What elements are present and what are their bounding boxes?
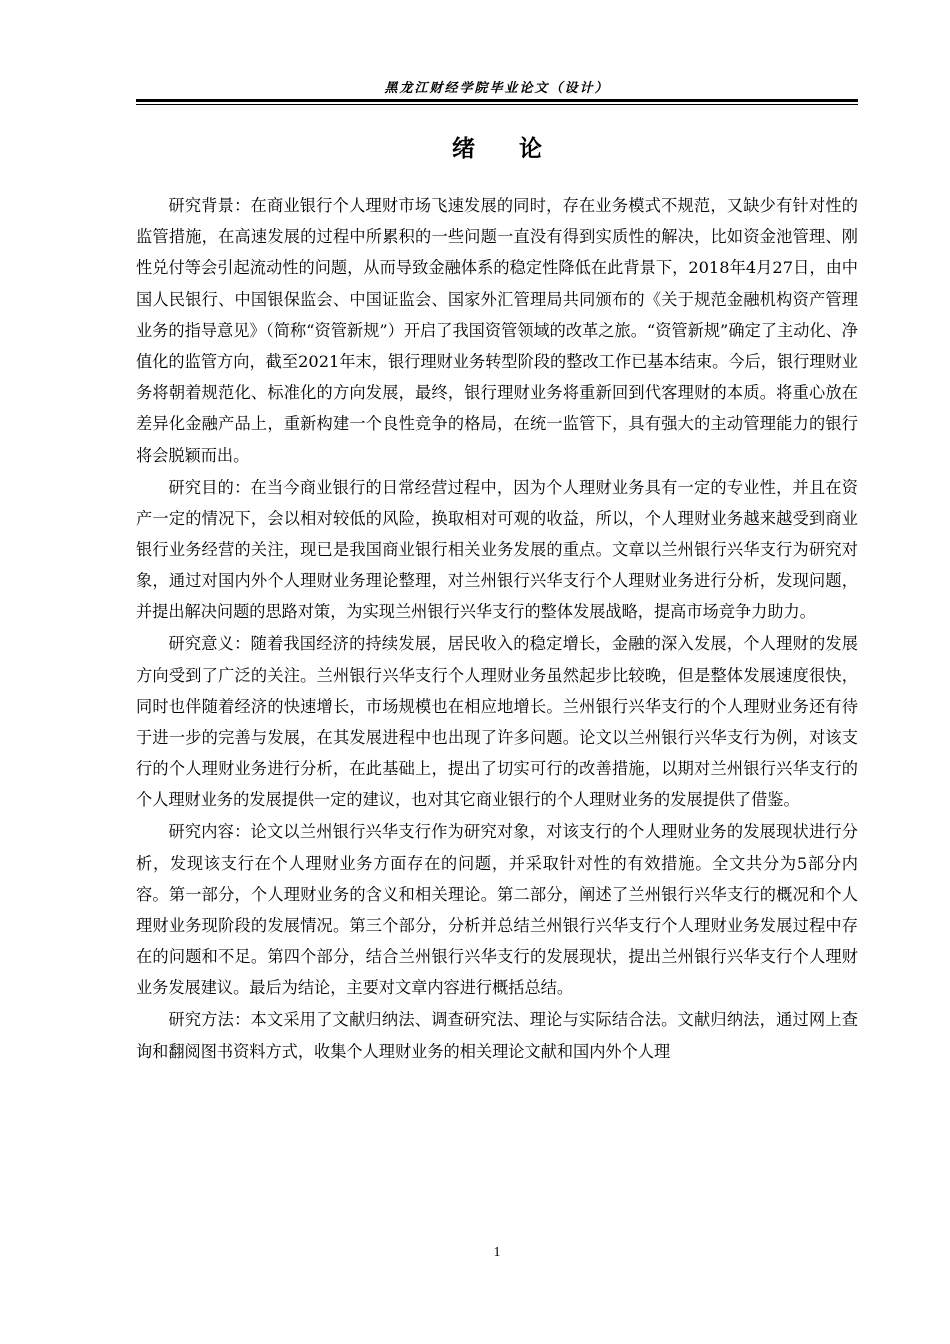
paragraph-content: 研究内容：论文以兰州银行兴华支行作为研究对象，对该支行的个人理财业务的发展现状进行分析，发现该支行在个人理财业务方面存在的问题，并采取针对性的有效措施。全文共分为5部分内容。第一部分，个人理财业务的含义和相关理论。第二部分，阐述了兰州银行兴华支行的概况和个人理财业务现阶段的发展情况。第三个部分，分析并总结兰州银行兴华支行个人理财业务发展过程中存在的问题和不足。第四个部分，结合兰州银行兴华支行的发展现状，提出兰州银行兴华支行个人理财业务发展建议。最后为结论，主要对文章内容进行概括总结。: [136, 822, 858, 998]
page-number: 1: [493, 1245, 501, 1260]
paragraph-background: 研究背景：在商业银行个人理财市场飞速发展的同时，存在业务模式不规范，又缺少有针对性的监管措施，在高速发展的过程中所累积的一些问题一直没有得到实质性的解决，比如资金池管理、刚性兑付等会引起流动性的问题，从而导致金融体系的稳定性降低在此背景下，2018年4月27日，由中国人民银行、中国银保监会、中国证监会、国家外汇管理局共同颁布的《关于规范金融机构资产管理业务的指导意见》（简称“资管新规”）开启了我国资管领域的改革之旅。“资管新规”确定了主动化、净值化的监管方向，截至2021年末，银行理财业务转型阶段的整改工作已基本结束。今后，银行理财业务将朝着规范化、标准化的方向发展，最终，银行理财业务将重新回到代客理财的本质。将重心放在差异化金融产品上，重新构建一个良性竞争的格局，在统一监管下，具有强大的主动管理能力的银行将会脱颖而出。: [136, 196, 858, 465]
header-rule-thick: [136, 99, 858, 102]
paragraph-method: 研究方法：本文采用了文献归纳法、调查研究法、理论与实际结合法。文献归纳法，通过网上查询和翻阅图书资料方式，收集个人理财业务的相关理论文献和国内外个人理: [136, 1010, 858, 1061]
paragraph-purpose: 研究目的：在当今商业银行的日常经营过程中，因为个人理财业务具有一定的专业性，并且在资产一定的情况下，会以相对较低的风险，换取相对可观的收益，所以，个人理财业务越来越受到商业银行业务经营的关注，现已是我国商业银行相关业务发展的重点。文章以兰州银行兴华支行为研究对象，通过对国内外个人理财业务理论整理，对兰州银行兴华支行个人理财业务进行分析，发现问题，并提出解决问题的思路对策，为实现兰州银行兴华支行的整体发展战略，提高市场竞争力助力。: [136, 477, 858, 622]
body-text: [136, 190, 858, 1068]
page-header: 黑龙江财经学院毕业论文（设计）: [384, 81, 610, 96]
paragraph-significance: 研究意义：随着我国经济的持续发展，居民收入的稳定增长，金融的深入发展，个人理财的发展方向受到了广泛的关注。兰州银行兴华支行个人理财业务虽然起步比较晚，但是整体发展速度很快，同时也伴随着经济的快速增长，市场规模也在相应地增长。兰州银行兴华支行的个人理财业务还有待于进一步的完善与发展，在其发展进程中也出现了许多问题。论文以兰州银行兴华支行为例，对该支行的个人理财业务进行分析，在此基础上，提出了切实可行的改善措施，以期对兰州银行兴华支行的个人理财业务的发展提供一定的建议，也对其它商业银行的个人理财业务的发展提供了借鉴。: [136, 634, 858, 810]
header-rule-thin: [136, 104, 858, 105]
section-title: 绪论: [452, 136, 586, 162]
